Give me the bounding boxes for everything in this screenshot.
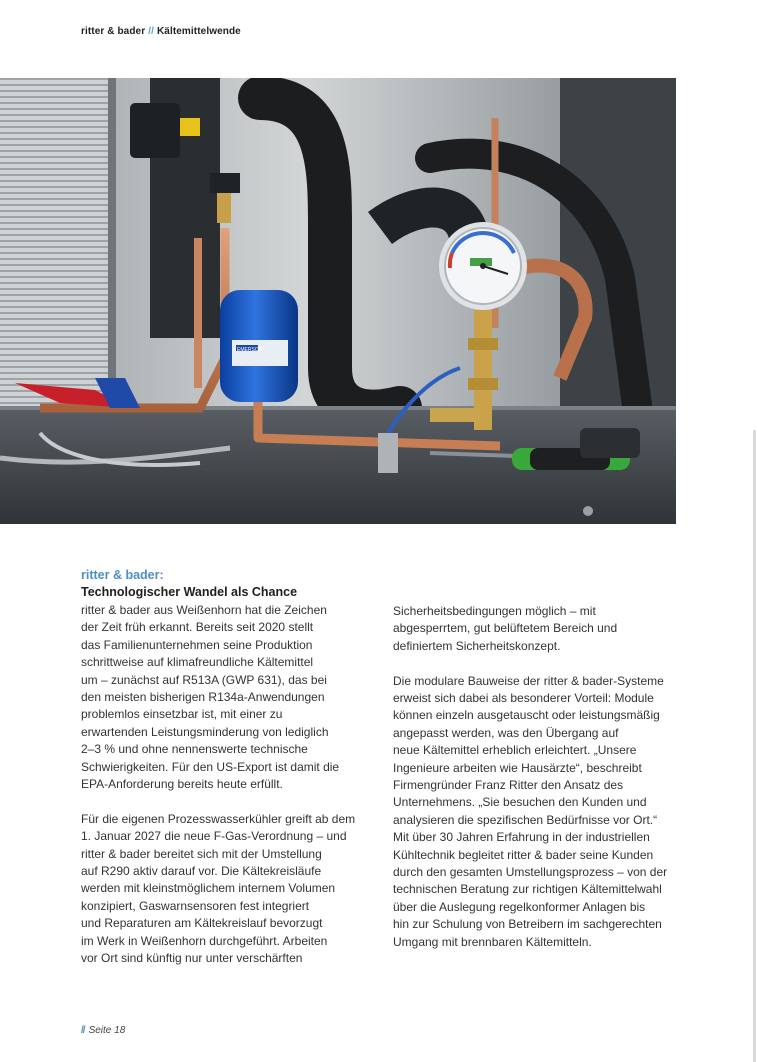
running-head-separator: // [148,26,154,37]
paragraph: Die modulare Bauweise der ritter & bader-Systeme erweist sich dabei als besonderer Vorteil: Module können einzeln ausgetauscht oder leistungsmäßig angepasst werden, was den Übergang auf neue Kältemittel erheblich erleichtert. „Unsere Ingenieure arbeiten wie Hausärzte“, beschreibt Firmengründer Franz Ritter den Ansatz des Unternehmens. „Sie besuchen den Kunden und analysieren die spezifischen Bedürfnisse vor Ort.“ Mit über 30 Jahren Erfahrung in der industriellen Kühltechnik begleitet ritter & bader seine Kunden durch den gesamten Umstellungsprozess – von der technischen Beratung zur richtigen Kältemittelwahl über die Auslegung regelkonformer Anlagen bis hin zur Schulung von Betreibern im sachgerechten Umgang mit brennbaren Kältemitteln. [393,673,668,949]
running-head [81,26,241,37]
page-edge-rule [753,430,756,1062]
text-column-right [393,603,693,969]
article-headline: Technologischer Wandel als Chance [81,585,298,599]
article-kicker: ritter & bader: [81,568,164,582]
drier-label-text: EMERSON [237,347,263,353]
paragraph: Sicherheitsbedingungen möglich – mit abgesperrtem, gut belüftetem Bereich und definiertem Sicherheitskonzept. [393,604,618,653]
text-column-left [81,602,381,985]
footer-bars: // [81,1025,85,1036]
page-footer [81,1025,125,1036]
running-head-brand: ritter & bader [81,26,146,37]
refrigeration-unit-illustration [0,78,676,524]
page-number: Seite 18 [88,1025,126,1036]
paragraph: ritter & bader aus Weißenhorn hat die Zeichen der Zeit früh erkannt. Bereits seit 2020 stellt das Familienunternehmen seine Produktion schrittweise auf klimafreundliche Kältemittel um – zunächst auf R513A (GWP 631), das bei den meisten bisherigen R134a-Anwendungen problemlos einsetzbar ist, mit einer zu erwartenden Leistungsminderung von lediglich 2–3 % und ohne nennenswerte technische Schwierigkeiten. Für den US-Export ist damit die EPA-Anforderung bereits heute erfüllt. [81,603,340,792]
running-head-section: Kältemittelwende [156,26,241,37]
paragraph: Für die eigenen Prozesswasserkühler greift ab dem 1. Januar 2027 die neue F-Gas-Verordnung – und ritter & bader bereitet sich mit der Umstellung auf R290 aktiv darauf vor. Die Kältekreisläufe werden mit kleinstmöglichem internem Volumen konzipiert, Gaswarnsensoren fest integriert und Reparaturen am Kältekreislauf bevorzugt im Werk in Weißenhorn durchgeführt. Arbeiten vor Ort sind künftig nur unter verschärften [81,811,356,966]
article-photo [0,78,676,524]
